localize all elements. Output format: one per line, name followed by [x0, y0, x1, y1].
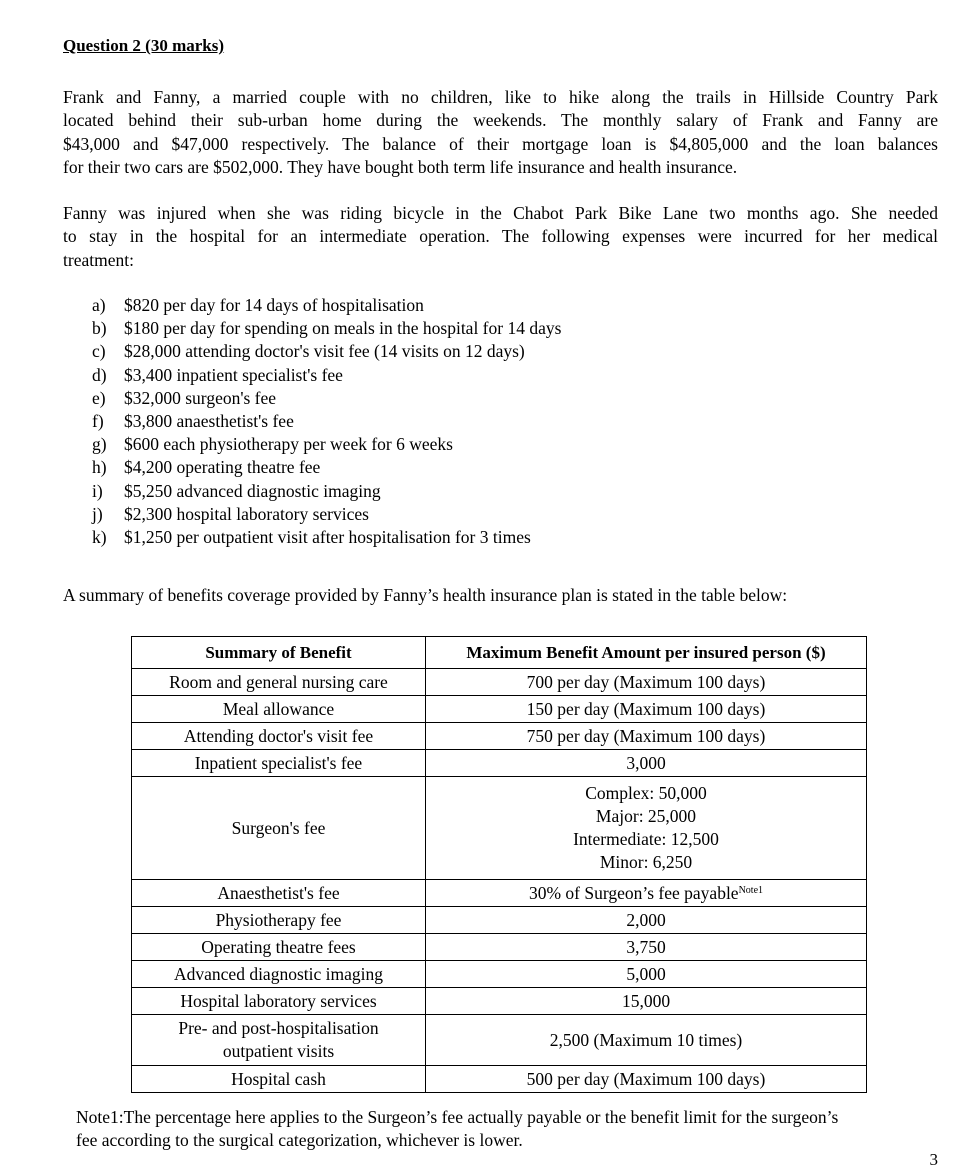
table-header-row: [132, 637, 867, 669]
benefit-cell: Room and general nursing care: [132, 669, 426, 696]
surgery-category: Intermediate: 12,500: [573, 829, 719, 849]
benefit-cell: Anaesthetist's fee: [132, 880, 426, 907]
amount-cell: 750 per day (Maximum 100 days): [426, 723, 867, 750]
list-item: [92, 294, 561, 317]
benefit-line: Pre- and post-hospitalisation: [178, 1018, 379, 1038]
table-intro: A summary of benefits coverage provided by Fanny’s health insurance plan is stated in the table below:: [63, 585, 788, 605]
benefit-cell: Inpatient specialist's fee: [132, 750, 426, 777]
expense-list: [92, 294, 561, 549]
list-text: $28,000 attending doctor's visit fee (14 visits on 12 days): [124, 341, 525, 362]
paragraph-line: Fanny was injured when she was riding bicycle in the Chabot Park Bike Lane two months ago. She needed: [63, 203, 938, 223]
amount-cell: [426, 777, 867, 880]
table-row: [132, 723, 867, 750]
list-letter: g): [92, 434, 107, 455]
table-row: [132, 934, 867, 961]
list-text: $2,300 hospital laboratory services: [124, 503, 369, 524]
list-item: [92, 456, 561, 479]
benefit-cell: Attending doctor's visit fee: [132, 723, 426, 750]
paragraph-line: $43,000 and $47,000 respectively. The balance of their mortgage loan is $4,805,000 and the loan balances: [63, 133, 938, 154]
footnote-line: fee according to the surgical categorization, whichever is lower.: [76, 1130, 523, 1150]
list-item: [92, 433, 561, 456]
paragraph-line: to stay in the hospital for an intermediate operation. The following expenses were incurred for her medical: [63, 226, 938, 247]
table-row: [132, 696, 867, 723]
paragraph-line: located behind their sub-urban home during the weekends. The monthly salary of Frank and Fanny are: [63, 110, 938, 131]
amount-cell: 3,750: [426, 934, 867, 961]
list-item: [92, 503, 561, 526]
paragraph-line: for their two cars are $502,000. They have bought both term life insurance and health insurance.: [63, 156, 738, 177]
table-row: [132, 961, 867, 988]
list-text: $5,250 advanced diagnostic imaging: [124, 480, 381, 501]
benefit-cell: Surgeon's fee: [132, 777, 426, 880]
amount-cell: 2,500 (Maximum 10 times): [426, 1015, 867, 1066]
benefit-cell: Operating theatre fees: [132, 934, 426, 961]
list-text: $820 per day for 14 days of hospitalisation: [124, 295, 424, 315]
list-text: $3,400 inpatient specialist's fee: [124, 364, 343, 385]
benefit-cell: [132, 1015, 426, 1066]
list-letter: f): [92, 411, 104, 432]
table-row: [132, 907, 867, 934]
list-letter: i): [92, 480, 103, 501]
footnote: [76, 1106, 956, 1152]
page-number: 3: [929, 1150, 938, 1169]
paragraph-line: treatment:: [63, 249, 134, 270]
surgery-category: Major: 25,000: [595, 806, 697, 826]
list-item: [92, 364, 561, 387]
table-row: [132, 880, 867, 907]
benefit-cell: Meal allowance: [132, 696, 426, 723]
table-row: [132, 669, 867, 696]
list-letter: j): [92, 503, 103, 524]
benefit-cell: Hospital laboratory services: [132, 988, 426, 1015]
amount-cell: [426, 880, 867, 907]
list-item: [92, 317, 561, 340]
table-row: [132, 1015, 867, 1066]
table-row: [132, 1066, 867, 1093]
list-item: [92, 526, 561, 549]
benefit-cell: Advanced diagnostic imaging: [132, 961, 426, 988]
list-text: $32,000 surgeon's fee: [124, 387, 277, 408]
list-item: [92, 480, 561, 503]
amount-cell: 150 per day (Maximum 100 days): [426, 696, 867, 723]
question-heading: Question 2 (30 marks): [63, 36, 225, 55]
benefit-cell: Hospital cash: [132, 1066, 426, 1093]
list-letter: d): [92, 364, 107, 385]
paragraph-line: Frank and Fanny, a married couple with no children, like to hike along the trails in Hillside Country Park: [63, 87, 938, 107]
list-letter: e): [92, 387, 106, 408]
surgery-category: Minor: 6,250: [599, 852, 693, 872]
table-row: [132, 777, 867, 880]
column-header-amount: Maximum Benefit Amount per insured person ($): [426, 637, 867, 669]
list-letter: h): [92, 457, 107, 478]
amount-cell: 700 per day (Maximum 100 days): [426, 669, 867, 696]
table-row: [132, 750, 867, 777]
list-text: $180 per day for spending on meals in the hospital for 14 days: [124, 318, 562, 339]
list-item: [92, 387, 561, 410]
amount-cell: 5,000: [426, 961, 867, 988]
benefit-cell: Physiotherapy fee: [132, 907, 426, 934]
amount-cell: 15,000: [426, 988, 867, 1015]
amount-cell: 500 per day (Maximum 100 days): [426, 1066, 867, 1093]
paragraph-injury: [63, 202, 938, 272]
column-header-benefit: Summary of Benefit: [132, 637, 426, 669]
surgery-category: Complex: 50,000: [585, 783, 707, 803]
list-letter: c): [92, 341, 106, 362]
benefits-table: [131, 636, 867, 1093]
benefit-line: outpatient visits: [222, 1041, 335, 1061]
amount-text: 30% of Surgeon’s fee payable: [528, 882, 739, 903]
list-text: $4,200 operating theatre fee: [124, 457, 321, 478]
list-text: $600 each physiotherapy per week for 6 weeks: [124, 434, 453, 455]
amount-cell: 3,000: [426, 750, 867, 777]
list-text: $1,250 per outpatient visit after hospitalisation for 3 times: [124, 527, 531, 548]
list-letter: a): [92, 295, 106, 315]
footnote-line: Note1:The percentage here applies to the Surgeon’s fee actually payable or the benefit limit for the surgeon’s: [76, 1107, 839, 1127]
table-row: [132, 988, 867, 1015]
list-item: [92, 410, 561, 433]
list-item: [92, 340, 561, 363]
list-letter: b): [92, 318, 107, 339]
paragraph-background: [63, 86, 938, 179]
list-letter: k): [92, 527, 107, 548]
note-reference: Note1: [738, 884, 764, 896]
amount-cell: 2,000: [426, 907, 867, 934]
list-text: $3,800 anaesthetist's fee: [124, 411, 294, 432]
